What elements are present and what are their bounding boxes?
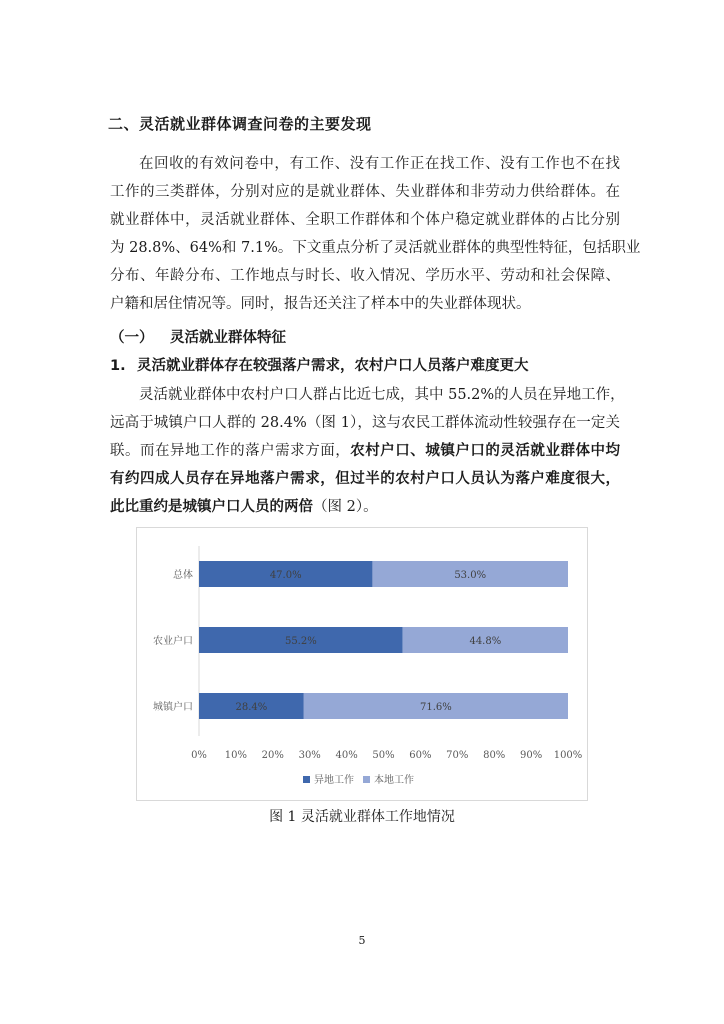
x-tick-label: 20%: [261, 750, 284, 761]
finding-heading: [110, 354, 529, 375]
paragraph-line: 工作的三类群体，分别对应的是就业群体、失业群体和非劳动力供给群体。在: [110, 184, 620, 200]
paragraph-text: 联。而在异地工作的落户需求方面，: [110, 443, 351, 459]
legend-label: 异地工作: [314, 775, 354, 786]
paragraph-line: 在回收的有效问卷中，有工作、没有工作正在找工作、没有工作也不在找: [139, 156, 620, 172]
category-label: 农业户口: [153, 636, 193, 647]
paragraph-line: 户籍和居住情况等。同时，报告还关注了样本中的失业群体现状。: [110, 296, 531, 312]
subsection-number: （一）: [110, 330, 154, 346]
paragraph-intro: [110, 150, 641, 318]
subsection-heading: [110, 326, 286, 347]
finding-number: 1.: [110, 358, 126, 374]
paragraph-line: 远高于城镇户口人群的 28.4%（图 1），这与农民工群体流动性较强存在一定关: [110, 415, 620, 431]
data-label: 53.0%: [454, 570, 487, 581]
paragraph-line: 为 28.8%、64%和 7.1%。下文重点分析了灵活就业群体的典型性特征，包括职业: [110, 240, 641, 256]
emphasis-text: 此比重约是城镇户口人员的两倍: [110, 499, 313, 515]
x-tick-label: 60%: [409, 750, 432, 761]
legend-swatch: [363, 776, 370, 783]
legend-swatch: [303, 776, 310, 783]
paragraph-finding: [110, 381, 625, 521]
finding-title: 灵活就业群体存在较强落户需求，农村户口人员落户难度更大: [137, 358, 529, 374]
x-tick-label: 70%: [446, 750, 469, 761]
emphasis-text: 农村户口、城镇户口的灵活就业群体中均: [350, 443, 621, 459]
category-label: 总体: [173, 570, 193, 581]
x-tick-label: 50%: [372, 750, 395, 761]
paragraph-line: 就业群体中，灵活就业群体、全职工作群体和个体户稳定就业群体的占比分别: [110, 212, 620, 228]
x-tick-label: 40%: [335, 750, 358, 761]
paragraph-text: （图 2）。: [313, 499, 378, 515]
x-tick-label: 80%: [483, 750, 506, 761]
data-label: 55.2%: [284, 636, 317, 647]
section-heading: 二、灵活就业群体调查问卷的主要发现: [108, 115, 372, 133]
x-tick-label: 0%: [191, 750, 207, 761]
subsection-title: 灵活就业群体特征: [170, 330, 286, 346]
figure-caption: 图 1 灵活就业群体工作地情况: [269, 809, 455, 825]
data-label: 47.0%: [269, 570, 302, 581]
x-tick-label: 10%: [224, 750, 248, 761]
data-label: 28.4%: [235, 702, 268, 713]
page-number: 5: [358, 934, 366, 947]
paragraph-line: 分布、年龄分布、工作地点与时长、收入情况、学历水平、劳动和社会保障、: [110, 268, 620, 284]
figure-1-chart: [136, 527, 588, 801]
paragraph-line: [110, 437, 620, 465]
data-label: 44.8%: [469, 636, 502, 647]
stacked-bar-chart: [137, 528, 587, 800]
x-tick-label: 90%: [519, 750, 543, 761]
paragraph-line: 灵活就业群体中农村户口人群占比近七成，其中 55.2%的人员在异地工作，: [139, 387, 625, 403]
category-label: 城镇户口: [153, 702, 193, 713]
x-tick-label: 30%: [298, 750, 321, 761]
legend-label: 本地工作: [374, 775, 414, 786]
paragraph-line: [110, 493, 620, 521]
emphasis-line: 有约四成人员存在异地落户需求，但过半的农村户口人员认为落户难度很大，: [110, 471, 620, 487]
data-label: 71.6%: [420, 702, 452, 713]
x-tick-label: 100%: [553, 750, 583, 761]
